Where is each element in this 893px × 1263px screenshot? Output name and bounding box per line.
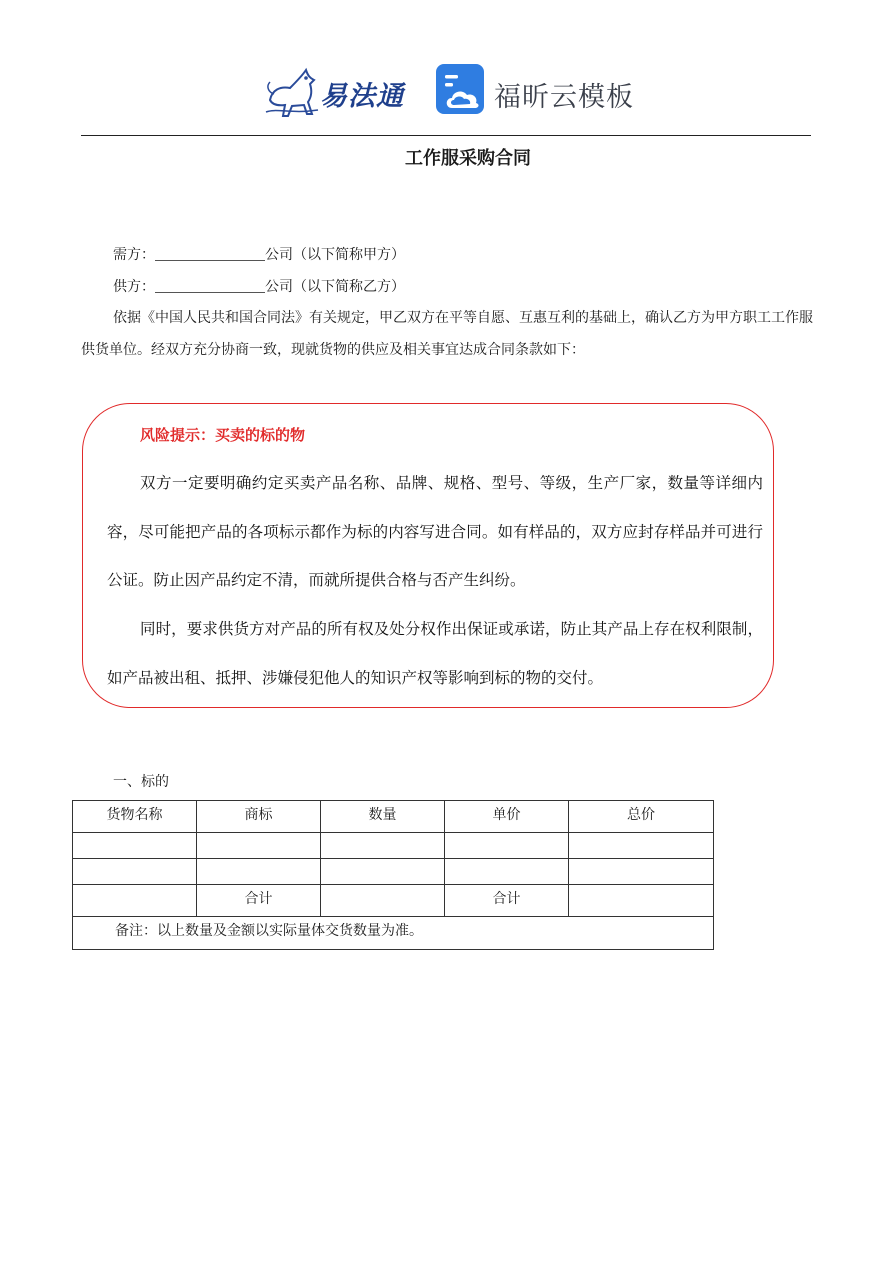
- header-cell: [197, 801, 321, 833]
- table-cell[interactable]: [569, 859, 714, 885]
- page-header: [0, 58, 893, 124]
- note-cell: [73, 917, 714, 950]
- table-cell[interactable]: [73, 859, 197, 885]
- table-cell[interactable]: [197, 859, 321, 885]
- total-label-cell: [445, 885, 569, 917]
- total-label-2: 合计: [492, 891, 521, 907]
- table-cell[interactable]: [321, 833, 445, 859]
- yifatong-brand-text: 易法通: [320, 81, 404, 112]
- seller-label: 供方：: [113, 279, 155, 295]
- foxit-brand-text: 福昕云模板: [494, 82, 634, 113]
- table-cell[interactable]: [321, 859, 445, 885]
- contract-title: 工作服采购合同: [405, 148, 531, 169]
- header-cell: [321, 801, 445, 833]
- buyer-line: [113, 244, 405, 264]
- header-quantity: 数量: [368, 807, 397, 823]
- buyer-name-blank[interactable]: [155, 246, 265, 261]
- horse-seal-icon: [262, 62, 322, 120]
- risk-paragraph-2: 同时，要求供货方对产品的所有权及处分权作出保证或承诺，防止其产品上存在权利限制，如产品被出租、抵押、涉嫌侵犯他人的知识产权等影响到标的物的交付。: [107, 620, 763, 687]
- goods-table: [72, 800, 714, 950]
- table-total-row: [73, 885, 714, 917]
- table-note-row: [73, 917, 714, 950]
- risk-paragraph-1: 双方一定要明确约定买卖产品名称、品牌、规格、型号、等级，生产厂家，数量等详细内容，尽可能把产品的各项标示都作为标的内容写进合同。如有样品的，双方应封存样品并可进行公证。防止因产品约定不清，而就所提供合格与否产生纠纷。: [107, 474, 763, 589]
- seller-line: [113, 276, 405, 296]
- cloud-document-icon: [436, 64, 486, 116]
- table-note: 备注：以上数量及金额以实际量体交货数量为准。: [115, 923, 423, 939]
- total-label-1: 合计: [244, 891, 273, 907]
- total-label-cell: [197, 885, 321, 917]
- table-cell[interactable]: [569, 833, 714, 859]
- table-cell[interactable]: [197, 833, 321, 859]
- risk-warning-title: 风险提示：买卖的标的物: [140, 426, 306, 444]
- seller-suffix: 公司（以下简称乙方）: [265, 279, 405, 295]
- header-total-price: 总价: [627, 807, 655, 823]
- table-cell[interactable]: [445, 859, 569, 885]
- table-row: [73, 833, 714, 859]
- seller-name-blank[interactable]: [155, 278, 265, 293]
- buyer-suffix: 公司（以下简称甲方）: [265, 247, 405, 263]
- table-cell[interactable]: [73, 885, 197, 917]
- header-goods-name: 货物名称: [106, 807, 163, 823]
- yifatong-logo: [262, 62, 412, 120]
- table-cell[interactable]: [445, 833, 569, 859]
- table-cell[interactable]: [73, 833, 197, 859]
- section-1-heading: 一、标的: [113, 774, 169, 790]
- foxit-cloud-template-logo: [436, 64, 636, 120]
- header-unit-price: 单价: [492, 807, 521, 823]
- table-header-row: [73, 801, 714, 833]
- header-cell: [445, 801, 569, 833]
- header-trademark: 商标: [244, 807, 273, 823]
- intro-paragraph: 依据《中国人民共和国合同法》有关规定，甲乙双方在平等自愿、互惠互利的基础上，确认乙方为甲方职工工作服供货单位。经双方充分协商一致，现就货物的供应及相关事宜达成合同条款如下：: [81, 310, 813, 358]
- header-divider: [81, 135, 811, 136]
- table-cell[interactable]: [321, 885, 445, 917]
- buyer-label: 需方：: [113, 247, 155, 263]
- table-row: [73, 859, 714, 885]
- header-cell: [73, 801, 197, 833]
- table-cell[interactable]: [569, 885, 714, 917]
- header-cell: [569, 801, 714, 833]
